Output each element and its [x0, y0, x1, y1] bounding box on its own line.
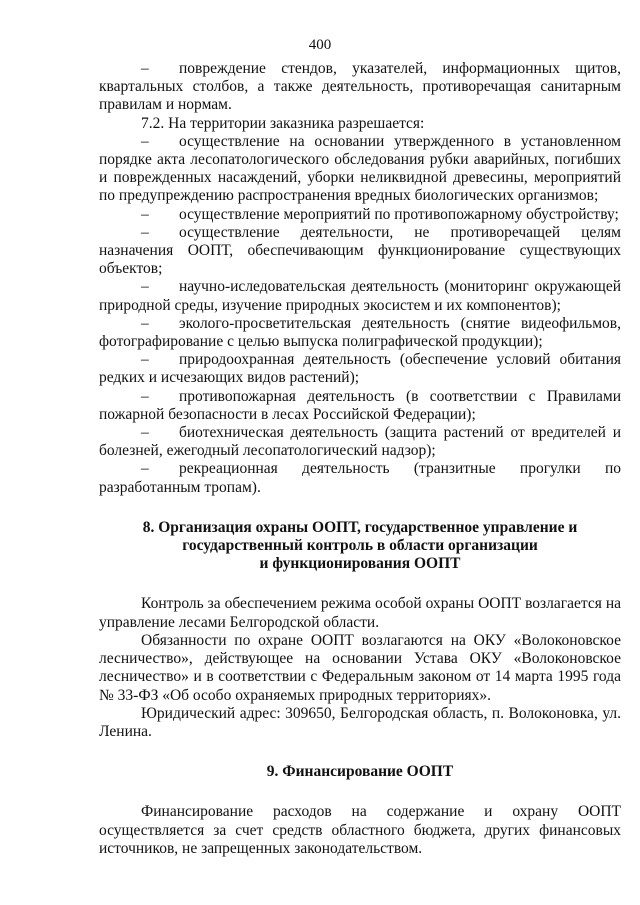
list-item-continuation: [99, 60, 621, 115]
spacer: [99, 781, 621, 803]
list-item-text: повреждение стендов, указателей, информационных щитов, квартальных столбов, а также деятельность, противоречащая санитарным правилам и нормам.: [99, 60, 621, 114]
dash-marker: –: [141, 387, 149, 405]
list-item: [99, 206, 621, 224]
document-body: [99, 60, 621, 858]
dash-marker: –: [141, 60, 149, 77]
list-item-text: биотехническая деятельность (защита растений от вредителей и болезней, ежегодный лесопатологический надзор);: [99, 424, 621, 460]
section-8-heading-line-1: 8. Организация охраны ООПТ, государственное управление и: [142, 518, 578, 536]
list-item-text: рекреационная деятельность (транзитные прогулки по разработанным тропам).: [99, 460, 621, 496]
section-8-paragraph: Контроль за обеспечением режима особой охраны ООПТ возлагается на управление лесами Белгородской области.: [99, 595, 621, 631]
page-number: 400: [308, 37, 332, 53]
spacer: [99, 497, 621, 519]
list-item-text: эколого-просветительская деятельность (снятие видеофильмов, фотографирование с целью выпуска полиграфической продукции);: [99, 314, 621, 351]
dash-marker: –: [141, 223, 149, 241]
dash-marker: –: [141, 132, 149, 150]
dash-marker: –: [141, 278, 149, 296]
list-item-text: осуществление деятельности, не противоречащей целям назначения ООПТ, обеспечивающим функционирование существующих объектов;: [99, 223, 621, 278]
list-item: [99, 351, 621, 387]
list-item: [99, 133, 621, 206]
dash-marker: –: [141, 424, 149, 442]
list-item: [99, 424, 621, 460]
section-9-heading: 9. Финансирование ООПТ: [266, 763, 454, 781]
list-item: [99, 224, 621, 279]
dash-marker: –: [141, 351, 149, 369]
list-item-text: научно-иследовательская деятельность (мониторинг окружающей природной среды, изучение природных экосистем и их компонентов);: [99, 278, 621, 314]
list-item: [99, 460, 621, 496]
point-7-2-title: 7.2. На территории заказника разрешается:: [141, 114, 425, 132]
section-8-heading-line-2: государственный контроль в области организации: [182, 537, 538, 555]
section-8-paragraph: Юридический адрес: 309650, Белгородская область, п. Волоконовка, ул. Ленина.: [99, 704, 621, 740]
dash-marker: –: [141, 314, 149, 332]
list-item-text: природоохранная деятельность (обеспечение условий обитания редких и исчезающих видов растений);: [99, 351, 621, 387]
section-8-paragraph: Обязанности по охране ООПТ возлагаются на ОКУ «Волоконовское лесничество», действующее на основании Устава ОКУ «Волоконовское лесничество» и в соответствии с Федеральным законом от 14 марта 1995 года № 33-ФЗ «Об особо охраняемых природных территориях».: [99, 631, 621, 704]
spacer: [99, 573, 621, 595]
section-9-paragraph: Финансирование расходов на содержание и охрану ООПТ осуществляется за счет средств областного бюджета, других финансовых источников, не запрещенных законодательством.: [99, 803, 621, 857]
dash-marker: –: [141, 205, 149, 223]
spacer: [99, 741, 621, 763]
list-item: [99, 278, 621, 314]
section-8-heading-line-3: и функционирования ООПТ: [259, 555, 461, 573]
list-item-text: осуществление мероприятий по противопожарному обустройству;: [179, 205, 619, 223]
list-item-text: осуществление на основании утвержденного в установленном порядке акта лесопатологического обследования рубки аварийных, погибших и поврежденных насаждений, уборки неликвидной древесины, мероприятий по предупреждению распространения вредных биологических организмов;: [99, 132, 621, 205]
list-item: [99, 388, 621, 424]
list-item-text: противопожарная деятельность (в соответствии с Правилами пожарной безопасности в лесах Российской Федерации);: [99, 387, 621, 423]
list-item: [99, 315, 621, 351]
dash-marker: –: [141, 460, 149, 478]
